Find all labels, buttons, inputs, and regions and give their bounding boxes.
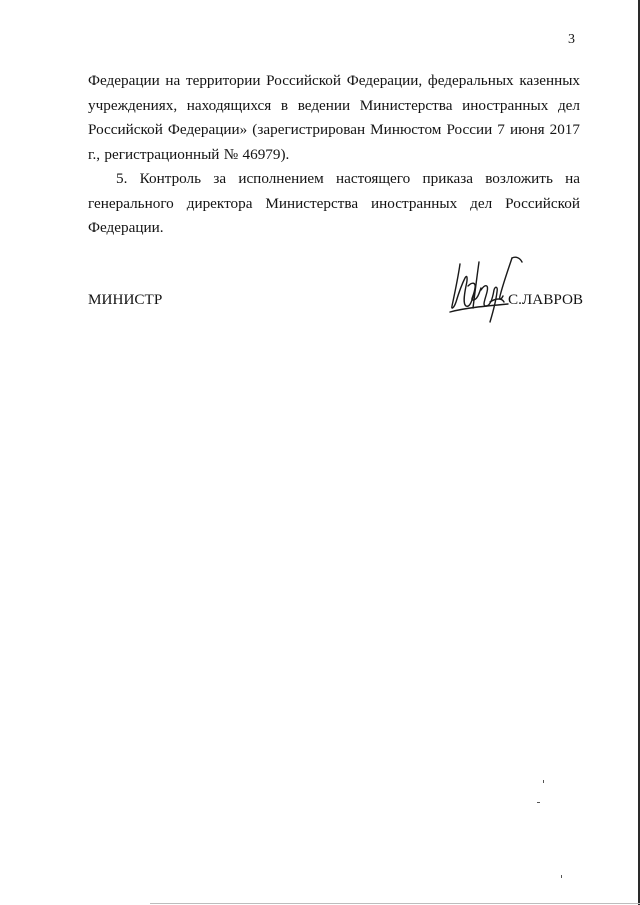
signer-name: С.ЛАВРОВ	[508, 291, 584, 308]
handwritten-signature	[446, 256, 526, 326]
paragraph-clause-5: 5. Контроль за исполнением настоящего приказа возложить на генерального директора Министерства иностранных дел Российской Федерации.	[88, 170, 580, 236]
page-number: 3	[568, 32, 575, 47]
scan-speck	[543, 780, 544, 783]
scan-speck	[561, 875, 562, 878]
paragraph-continuation: Федерации на территории Российской Федерации, федеральных казенных учреждениях, находящихся в ведении Министерства иностранных дел Российской Федерации» (зарегистрирован Минюстом России 7 июня 2017 г., регистрационный № 46979).	[88, 72, 580, 163]
scan-speck	[537, 802, 540, 803]
signer-position: МИНИСТР	[88, 291, 163, 308]
page-edge-bottom	[150, 903, 640, 904]
